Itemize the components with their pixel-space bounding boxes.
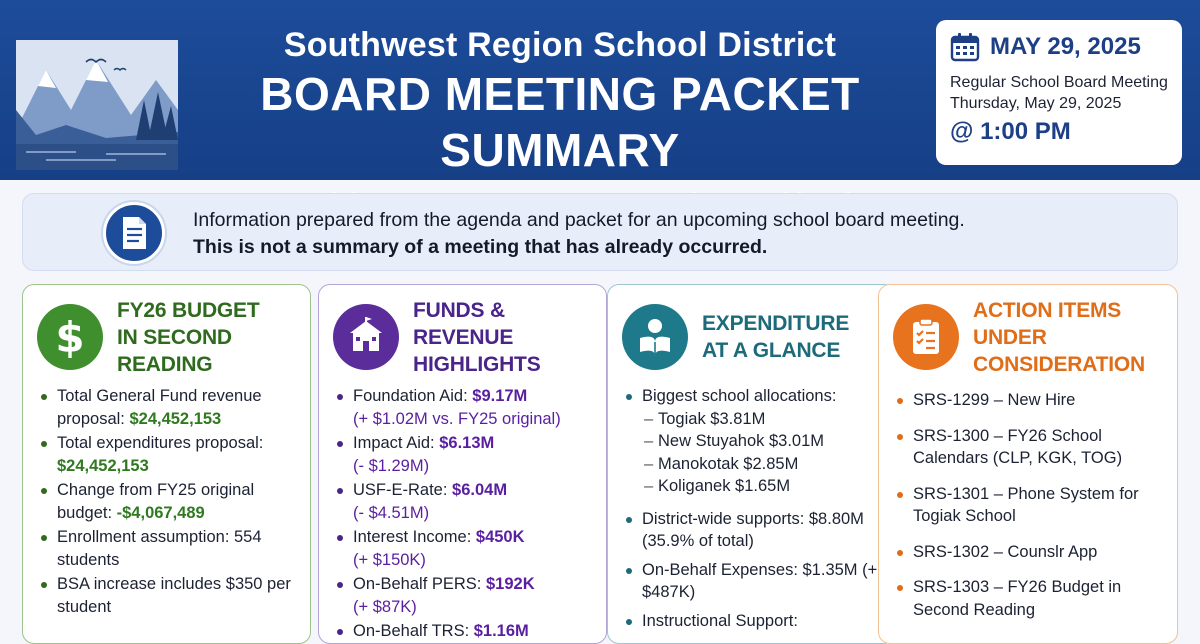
list-item: SRS-1300 – FY26 School Calendars (CLP, KGK, TOG)	[893, 425, 1163, 470]
mountain-lake-illustration	[16, 40, 178, 170]
list-item: Interest Income: $450K (+ $150K)	[333, 526, 592, 571]
list-item: Instructional Support:	[622, 610, 881, 633]
calendar-icon	[950, 32, 980, 62]
expenditure-card-title: EXPENDITURE AT A GLANCE	[702, 312, 850, 362]
clipboard-checklist-icon	[893, 304, 959, 370]
header-text	[195, 24, 925, 218]
funds-card	[318, 284, 607, 644]
meeting-time: @ 1:00 PM	[950, 118, 1071, 145]
budget-list	[37, 385, 296, 618]
funds-card-title: FUNDS & REVENUE HIGHLIGHTS	[413, 298, 541, 376]
action-items-card	[878, 284, 1178, 644]
expenditure-card	[607, 284, 896, 644]
notice-line-1: Information prepared from the agenda and packet for an upcoming school board meeting.	[193, 209, 965, 231]
action-items-list	[893, 389, 1163, 621]
school-building-icon	[333, 304, 399, 370]
list-item: District-wide supports: $8.80M (35.9% of total)	[622, 508, 881, 553]
header-banner	[0, 0, 1200, 180]
list-item: Change from FY25 original budget: -$4,067,489	[37, 479, 296, 524]
meeting-date-card	[936, 20, 1182, 165]
list-item: SRS-1299 – New Hire	[893, 389, 1163, 412]
sub-list-item: – Manokotak $2.85M	[642, 453, 881, 476]
meeting-date: MAY 29, 2025	[990, 33, 1141, 60]
action-items-card-title: ACTION ITEMS UNDER CONSIDERATION	[973, 298, 1146, 376]
meeting-weekday-date: Thursday, May 29, 2025	[950, 95, 1122, 112]
sub-list-item: – Togiak $3.81M	[642, 408, 881, 431]
notice-text	[193, 207, 965, 261]
list-item: On-Behalf PERS: $192K (+ $87K)	[333, 573, 592, 618]
budget-card-title: FY26 BUDGET IN SECOND READING	[117, 298, 260, 376]
expenditure-list	[622, 385, 881, 632]
page-title: BOARD MEETING PACKET SUMMARY	[260, 68, 860, 176]
school-allocation-list	[642, 408, 881, 498]
notice-line-2: This is not a summary of a meeting that has already occurred.	[193, 236, 768, 258]
list-item: SRS-1302 – Counslr App	[893, 541, 1163, 564]
sub-list-item: – Koliganek $1.65M	[642, 475, 881, 498]
list-item: Foundation Aid: $9.17M (+ $1.02M vs. FY25 original)	[333, 385, 592, 430]
district-name: Southwest Region School District	[283, 26, 837, 64]
sub-list-item: – New Stuyahok $3.01M	[642, 430, 881, 453]
budget-card	[22, 284, 311, 644]
list-item: On-Behalf TRS: $1.16M	[333, 620, 592, 643]
list-item: Enrollment assumption: 554 students	[37, 526, 296, 571]
list-item: Total General Fund revenue proposal: $24,452,153	[37, 385, 296, 430]
list-item: Total expenditures proposal: $24,452,153	[37, 432, 296, 477]
notice-banner	[22, 193, 1178, 271]
list-item: Impact Aid: $6.13M (- $1.29M)	[333, 432, 592, 477]
list-item: USF-E-Rate: $6.04M (- $4.51M)	[333, 479, 592, 524]
list-item: SRS-1301 – Phone System for Togiak School	[893, 483, 1163, 528]
list-item: Biggest school allocations: – Togiak $3.81M – New Stuyahok $3.01M – Manokotak $2.85M – Koliganek $1.65M	[622, 385, 881, 498]
document-icon	[103, 202, 165, 264]
list-item: BSA increase includes $350 per student	[37, 573, 296, 618]
meeting-type: Regular School Board Meeting	[950, 74, 1168, 91]
funds-list	[333, 385, 592, 643]
list-item: SRS-1303 – FY26 Budget in Second Reading	[893, 576, 1163, 621]
dollar-icon: $	[37, 304, 103, 370]
reader-icon	[622, 304, 688, 370]
list-item: On-Behalf Expenses: $1.35M (+ $487K)	[622, 559, 881, 604]
